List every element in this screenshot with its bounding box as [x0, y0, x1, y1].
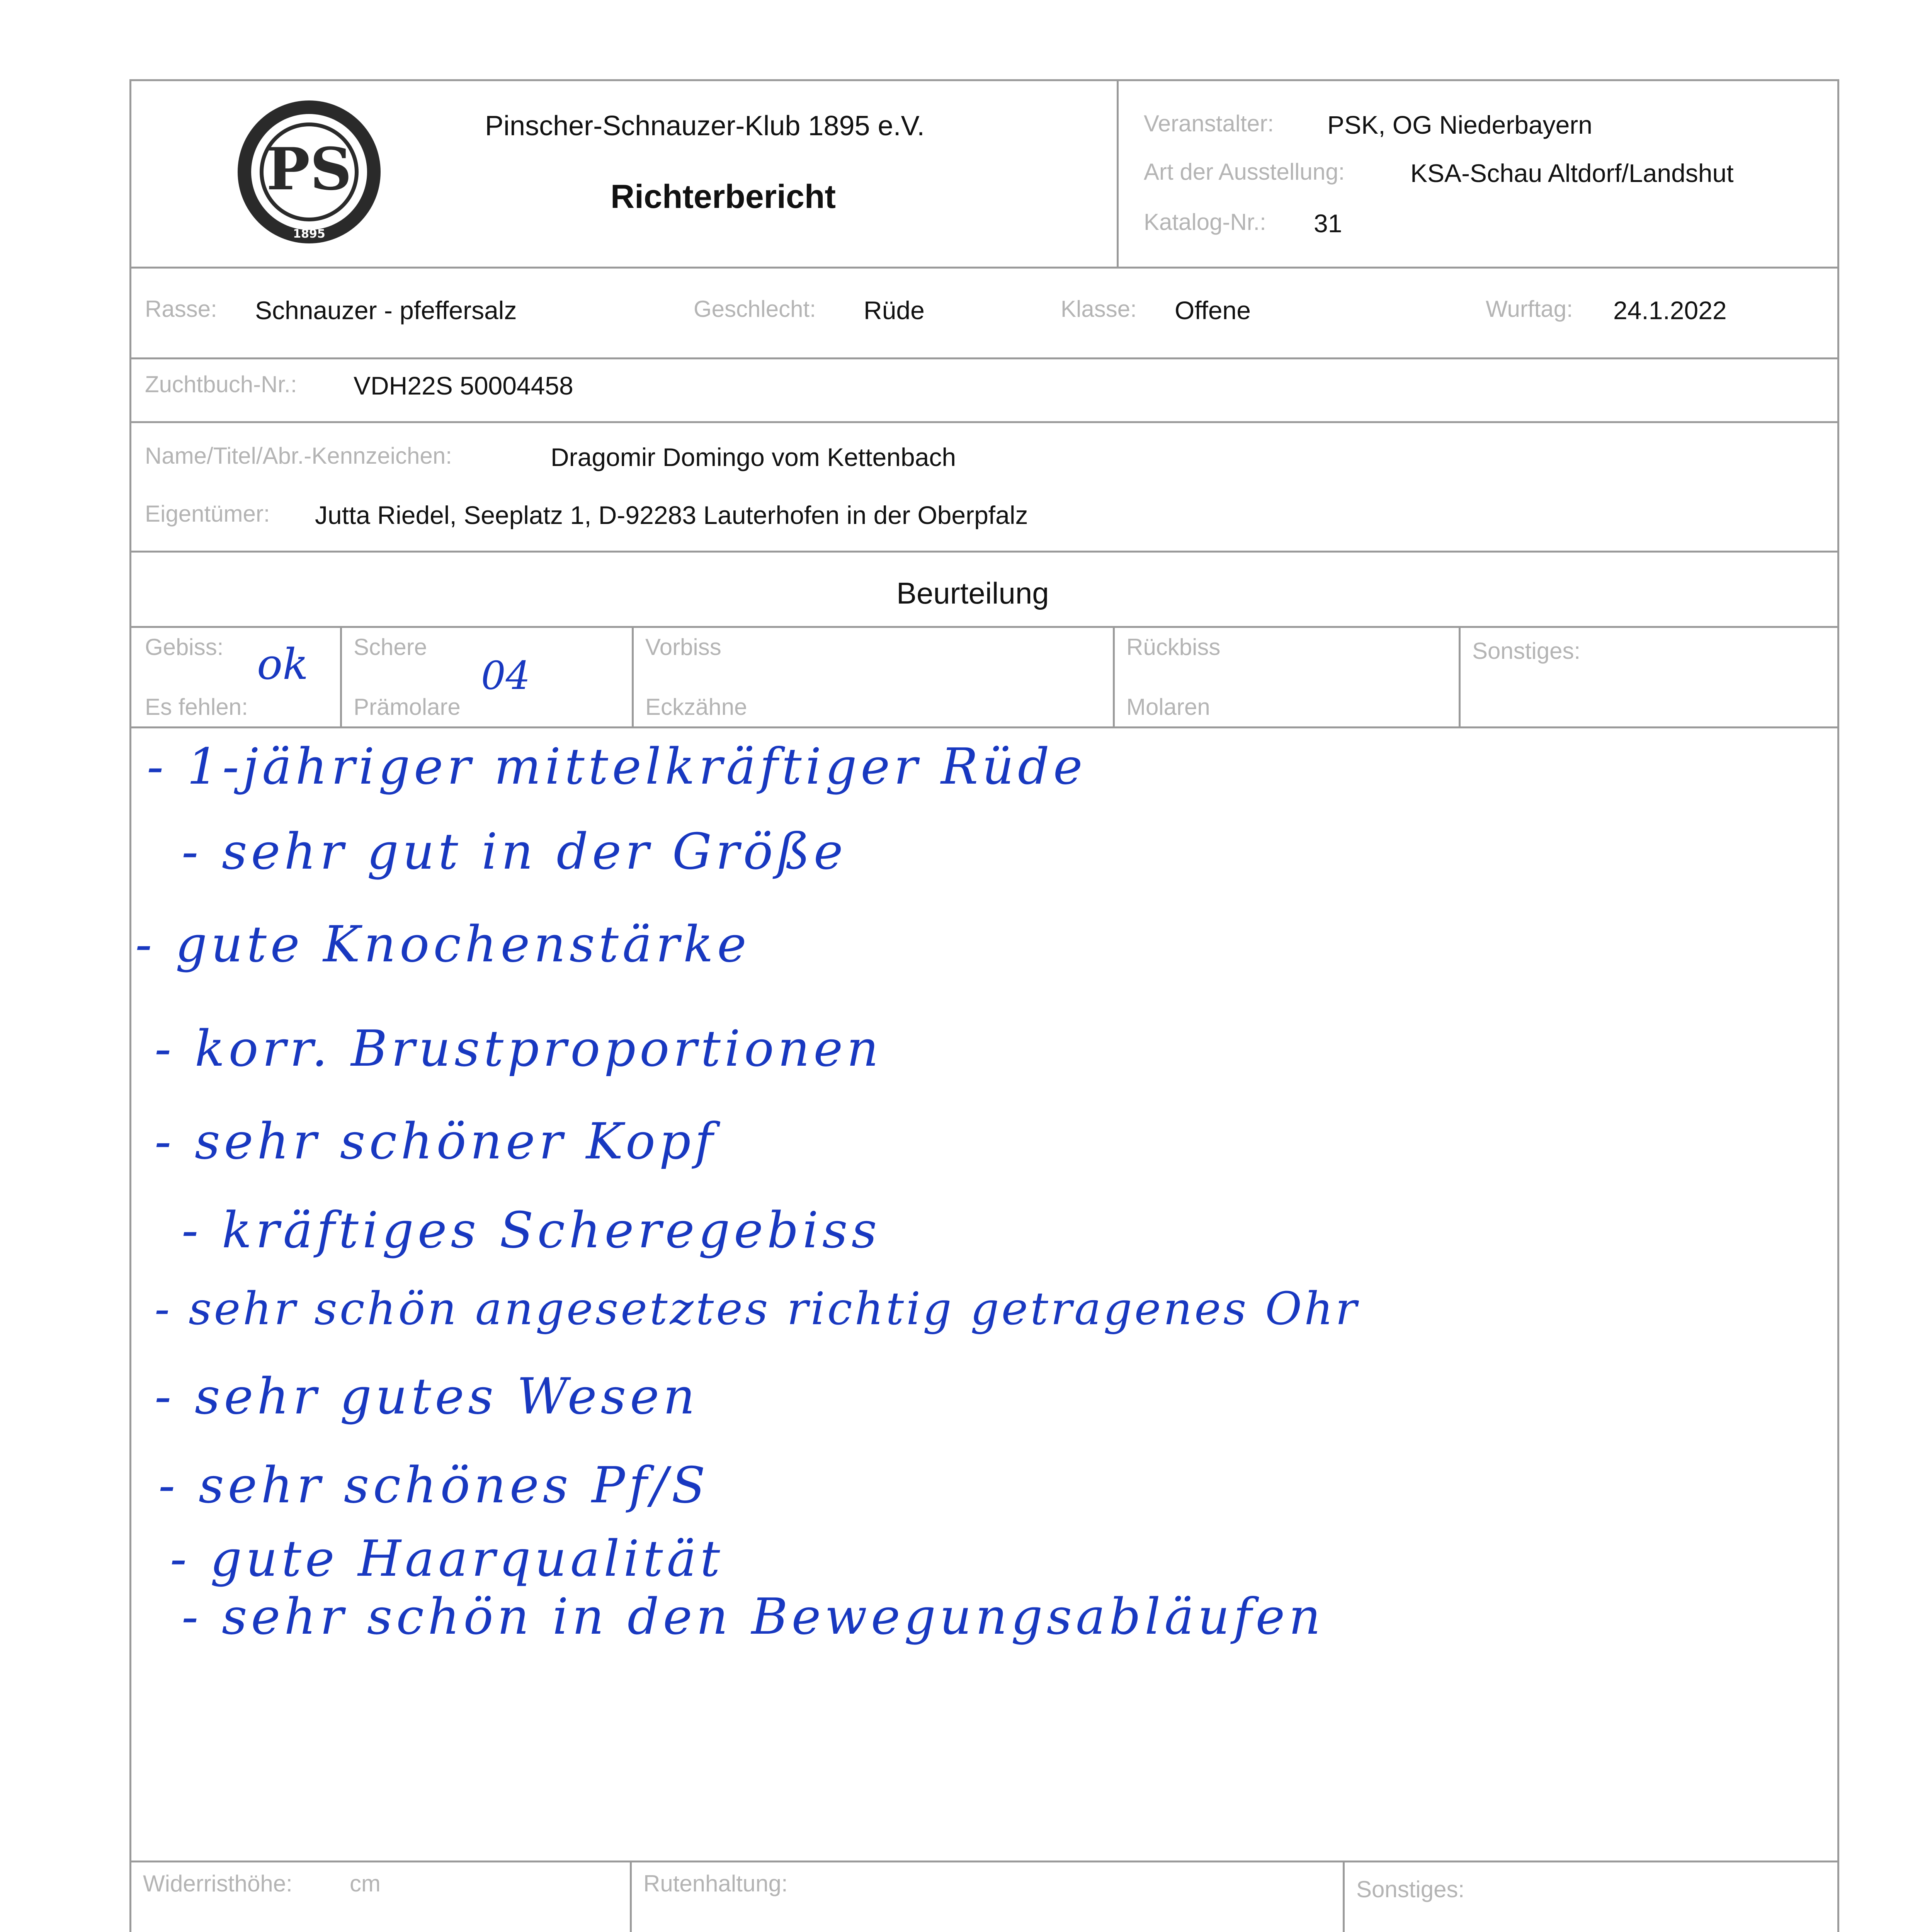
club-name: Pinscher-Schnauzer-Klub 1895 e.V. [485, 111, 925, 141]
scissor-bite-label: Schere [354, 634, 427, 660]
dog-name-label: Name/Titel/Abr.-Kennzeichen: [145, 443, 452, 469]
note-line: - gute Haarqualität [170, 1530, 724, 1588]
show-type-label: Art der Ausstellung: [1144, 159, 1345, 185]
canine-label: Eckzähne [645, 694, 747, 720]
note-line: - gute Knochenstärke [135, 916, 750, 973]
studbook-label: Zuchtbuch-Nr.: [145, 371, 297, 397]
withers-label: Widerristhöhe: [143, 1871, 293, 1896]
note-line: - 1-jähriger mittelkräftiger Rüde [147, 738, 1087, 796]
class-value: Offene [1175, 296, 1251, 325]
bite-value: ok [257, 639, 308, 689]
catalog-no-value: 31 [1314, 209, 1342, 238]
club-logo [236, 99, 383, 245]
dog-name-value: Dragomir Domingo vom Kettenbach [551, 443, 956, 471]
teeth-other-label: Sonstiges: [1472, 638, 1581, 664]
studbook-value: VDH22S 50004458 [354, 371, 573, 400]
tail-carriage-label: Rutenhaltung: [643, 1871, 788, 1896]
report-title: Richterbericht [611, 178, 836, 215]
whelped-label: Wurftag: [1486, 296, 1573, 322]
organizer-label: Veranstalter: [1144, 111, 1274, 136]
underbite-label: Rückbiss [1126, 634, 1221, 660]
note-line: - sehr gutes Wesen [155, 1368, 699, 1425]
note-line: - sehr schön angesetztes richtig getragenes Ohr [155, 1283, 1359, 1335]
breed-label: Rasse: [145, 296, 217, 322]
sex-label: Geschlecht: [694, 296, 816, 322]
note-line: - sehr schöner Kopf [155, 1113, 717, 1170]
bottom-other-label: Sonstiges: [1356, 1876, 1465, 1902]
assessment-title: Beurteilung [896, 576, 1049, 610]
bite-label: Gebiss: [145, 634, 224, 660]
catalog-no-label: Katalog-Nr.: [1144, 209, 1266, 235]
logo-letters: PS [266, 135, 352, 203]
note-line: - kräftiges Scheregebiss [182, 1202, 881, 1259]
premolar-label: Prämolare [354, 694, 461, 720]
owner-label: Eigentümer: [145, 501, 270, 527]
molar-label: Molaren [1126, 694, 1210, 720]
show-type-value: KSA-Schau Altdorf/Landshut [1410, 159, 1734, 187]
organizer-value: PSK, OG Niederbayern [1327, 111, 1592, 139]
owner-value: Jutta Riedel, Seeplatz 1, D-92283 Lauterhofen in der Oberpfalz [315, 501, 1028, 529]
note-line: - korr. Brustproportionen [155, 1020, 883, 1078]
note-line: - sehr gut in der Größe [182, 823, 847, 881]
breed-value: Schnauzer - pfeffersalz [255, 296, 517, 325]
note-line: - sehr schönes Pf/S [158, 1457, 709, 1514]
overbite-label: Vorbiss [645, 634, 721, 660]
sex-value: Rüde [864, 296, 925, 325]
withers-unit: cm [350, 1871, 381, 1896]
logo-year: 1895 [293, 227, 325, 241]
whelped-value: 24.1.2022 [1613, 296, 1727, 325]
premolar-value: 04 [481, 653, 531, 698]
note-line: - sehr schön in den Bewegungsabläufen [182, 1588, 1325, 1646]
missing-teeth-label: Es fehlen: [145, 694, 248, 720]
class-label: Klasse: [1061, 296, 1137, 322]
